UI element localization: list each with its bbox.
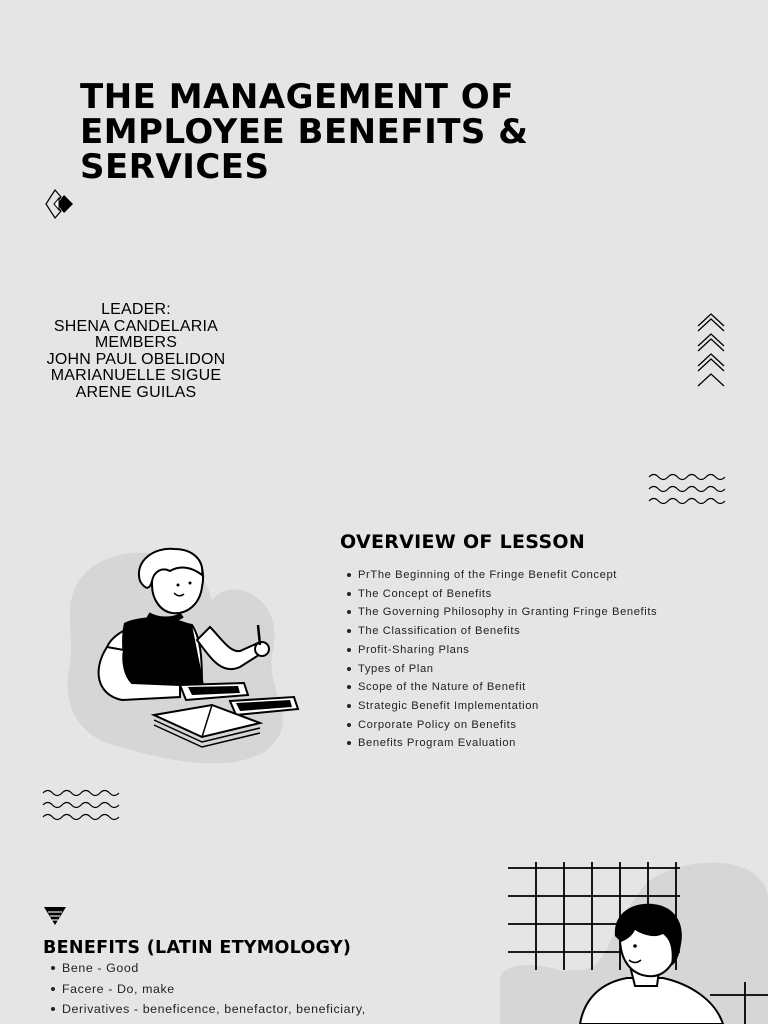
page-title	[80, 77, 720, 187]
list-item: Scope of the Nature of Benefit	[344, 678, 674, 697]
list-item: Bene - Good	[48, 958, 448, 979]
list-item: Corporate Policy on Benefits	[344, 716, 674, 735]
chevron-up-stack-icon	[696, 310, 726, 392]
list-item: Facere - Do, make	[48, 979, 448, 1000]
title-line-1: THE MANAGEMENT OF	[80, 77, 514, 117]
diamond-logo-icon	[42, 187, 76, 221]
list-item: Benefits Program Evaluation	[344, 734, 674, 753]
leader-name: SHENA CANDELARIA	[53, 317, 219, 335]
triangle-down-icon	[43, 905, 67, 927]
list-item: The Governing Philosophy in Granting Fringe Benefits	[344, 603, 674, 622]
list-item: The Concept of Benefits	[344, 585, 674, 604]
person-reading-illustration	[62, 545, 312, 770]
member-name: ARENE GUILAS	[75, 383, 197, 401]
list-item: Types of Plan	[344, 660, 674, 679]
title-line-3: SERVICES	[80, 147, 270, 187]
overview-heading: OVERVIEW OF LESSON	[340, 531, 586, 553]
list-item: Derivatives - beneficence, benefactor, beneficiary,	[48, 999, 448, 1020]
team-credits	[30, 302, 242, 402]
leader-label: LEADER:	[101, 301, 171, 318]
member-name: JOHN PAUL OBELIDON	[46, 350, 226, 368]
list-item: Profit-Sharing Plans	[344, 641, 674, 660]
list-item: PrThe Beginning of the Fringe Benefit Concept	[344, 566, 674, 585]
list-item: The Classification of Benefits	[344, 622, 674, 641]
benefits-list	[48, 958, 448, 1020]
members-label: MEMBERS	[94, 334, 178, 352]
person-portrait-illustration	[575, 900, 730, 1024]
benefits-heading: BENEFITS (LATIN ETYMOLOGY)	[43, 938, 352, 958]
list-item: Strategic Benefit Implementation	[344, 697, 674, 716]
wave-lines-icon	[648, 472, 726, 506]
title-line-2: EMPLOYEE BENEFITS &	[80, 112, 529, 152]
overview-list	[344, 566, 674, 753]
wave-lines-icon	[42, 788, 120, 822]
member-name: MARIANUELLE SIGUE	[50, 367, 222, 385]
